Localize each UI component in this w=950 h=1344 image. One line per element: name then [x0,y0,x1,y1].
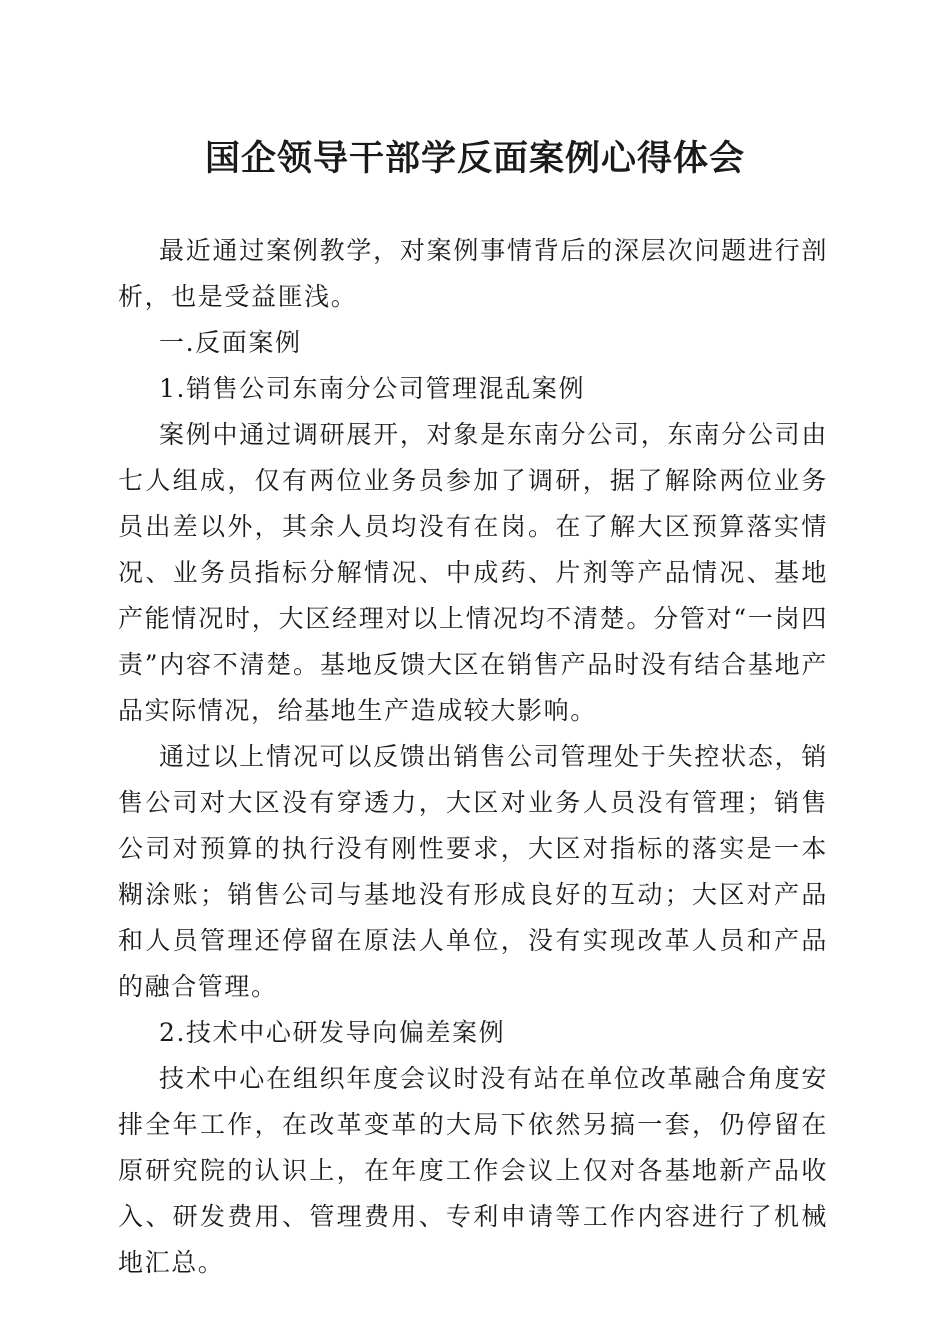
case-1-analysis-paragraph: 通过以上情况可以反馈出销售公司管理处于失控状态，销售公司对大区没有穿透力，大区对业务人员没有管理；销售公司对预算的执行没有刚性要求，大区对指标的落实是一本糊涂账；销售公司与基地没有形成良好的互动；大区对产品和人员管理还停留在原法人单位，没有实现改革人员和产品的融合管理。 [118,742,828,1001]
case-2-heading: 2.技术中心研发导向偏差案例 [159,1018,506,1047]
case-1-heading: 1.销售公司东南分公司管理混乱案例 [159,374,586,403]
section-heading-negative-cases: 一.反面案例 [159,328,302,357]
intro-paragraph: 最近通过案例教学，对案例事情背后的深层次问题进行剖析，也是受益匪浅。 [118,236,828,311]
case-2-description-paragraph: 技术中心在组织年度会议时没有站在单位改革融合角度安排全年工作，在改革变革的大局下依然另搞一套，仍停留在原研究院的认识上，在年度工作会议上仅对各基地新产品收入、研发费用、管理费用、专利申请等工作内容进行了机械地汇总。 [118,1064,828,1277]
document-title: 国企领导干部学反面案例心得体会 [204,138,745,179]
document-body [118,228,828,1286]
case-1-description-paragraph: 案例中通过调研展开，对象是东南分公司，东南分公司由七人组成，仅有两位业务员参加了调研，据了解除两位业务员出差以外，其余人员均没有在岗。在了解大区预算落实情况、业务员指标分解情况、中成药、片剂等产品情况、基地产能情况时，大区经理对以上情况均不清楚。分管对“一岗四责”内容不清楚。基地反馈大区在销售产品时没有结合基地产品实际情况，给基地生产造成较大影响。 [118,420,828,725]
